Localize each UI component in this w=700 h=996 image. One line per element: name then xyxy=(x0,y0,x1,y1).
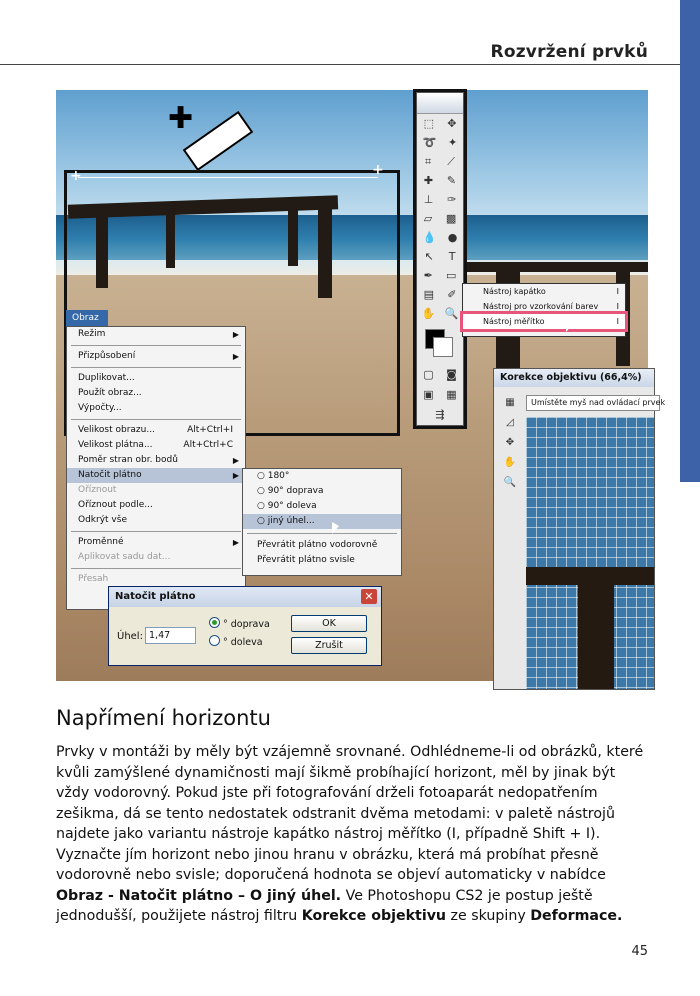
menu-item-pouzit-obraz[interactable] xyxy=(67,386,245,401)
quick-mask-icon[interactable]: ◙ xyxy=(446,368,457,381)
menu-item-natocit-platno[interactable] xyxy=(67,468,245,483)
healing-tool-icon[interactable]: ✚ xyxy=(423,174,434,187)
section-heading: Napřímení horizontu xyxy=(56,706,271,730)
menu-item-label: Výpočty... xyxy=(78,403,122,413)
standard-mode-icon[interactable]: ▢ xyxy=(423,368,434,381)
submenu-item-label: jiný úhel... xyxy=(267,516,315,526)
menu-obraz[interactable]: Obraz xyxy=(66,310,108,326)
blur-tool-icon[interactable]: 💧 xyxy=(422,231,437,244)
lasso-tool-icon[interactable]: ➰ xyxy=(422,136,437,149)
menu-item-label: Velikost obrazu... xyxy=(78,425,155,435)
notes-tool-icon[interactable]: ▤ xyxy=(423,288,434,301)
lens-preview-image[interactable] xyxy=(526,417,654,689)
marquee-tool-icon[interactable]: ⬚ xyxy=(423,117,434,130)
mouse-cursor-icon xyxy=(332,522,339,534)
eyedropper-tool-flyout xyxy=(462,283,626,337)
menu-separator xyxy=(71,419,241,420)
menu-separator xyxy=(247,533,397,534)
crop-tool-icon[interactable]: ⌗ xyxy=(425,154,432,168)
submenu-arrow-icon: ▶ xyxy=(232,471,239,480)
submenu-item-180[interactable]: ○ 180° xyxy=(257,471,290,481)
menu-item-label: Odkrýt vše xyxy=(78,515,127,525)
angle-label: Úhel: xyxy=(117,631,143,642)
lens-hint-text: Umístěte myš nad ovládací prvek xyxy=(526,395,660,411)
full-screen-icon[interactable]: ▦ xyxy=(446,388,457,401)
measure-line xyxy=(78,177,378,178)
running-header: Rozvržení prvků xyxy=(490,42,648,62)
flyout-item-color-sampler[interactable] xyxy=(463,299,625,314)
jump-to-imageready-icon[interactable]: ⇶ xyxy=(435,408,445,421)
dialog-title-bar xyxy=(109,587,381,607)
flyout-item-ruler[interactable] xyxy=(463,314,625,329)
radio-dot-icon xyxy=(209,617,220,628)
body-bold: Obraz - Natočit plátno – O jiný úhel. xyxy=(56,887,342,904)
rotate-canvas-dialog xyxy=(108,586,382,666)
type-tool-icon[interactable]: T xyxy=(448,250,456,263)
chapter-side-tab xyxy=(680,0,700,482)
menu-item-label: Přizpůsobení xyxy=(78,351,136,361)
submenu-item-label: 180° xyxy=(267,471,290,481)
submenu-item-90-left[interactable]: ○ 90° doleva xyxy=(257,501,317,511)
submenu-item-label: Převrátit plátno svisle xyxy=(257,555,355,565)
flyout-item-label: Nástroj pro vzorkování barev xyxy=(483,302,599,311)
gradient-tool-icon[interactable]: ▩ xyxy=(445,212,457,225)
zoom-icon[interactable]: 🔍 xyxy=(503,477,517,488)
menu-item-oriznout-podle[interactable] xyxy=(67,498,245,513)
submenu-arrow-icon: ▶ xyxy=(232,330,239,339)
zoom-tool-icon[interactable]: 🔍 xyxy=(444,307,459,320)
slice-tool-icon[interactable]: ⟋ xyxy=(447,154,455,168)
submenu-item-label: Převrátit plátno vodorovně xyxy=(257,540,378,550)
shape-tool-icon[interactable]: ▭ xyxy=(446,269,457,282)
submenu-item-90-right[interactable]: ○ 90° doprava xyxy=(257,486,324,496)
body-paragraph xyxy=(56,742,652,927)
measure-start-icon: + xyxy=(70,168,82,184)
menu-item-label: Poměr stran obr. bodů xyxy=(78,455,178,465)
menu-item-duplikovat[interactable] xyxy=(67,371,245,386)
screen-mode-icon[interactable]: ▣ xyxy=(423,388,434,401)
history-brush-icon[interactable]: ✑ xyxy=(446,193,457,206)
submenu-item-label: 90° doleva xyxy=(267,501,317,511)
menu-separator xyxy=(71,531,241,532)
hand-icon[interactable]: ✋ xyxy=(503,457,517,468)
menu-shortcut: Alt+Ctrl+I xyxy=(187,425,233,435)
move-grid-icon[interactable]: ✥ xyxy=(505,437,515,448)
menu-item-label: Aplikovat sadu dat... xyxy=(78,552,171,562)
menu-item-rezim[interactable] xyxy=(67,327,245,342)
image-menu-dropdown xyxy=(66,326,246,610)
rotate-canvas-submenu xyxy=(242,468,402,576)
path-select-icon[interactable]: ↖ xyxy=(424,250,434,263)
flyout-item-label: Nástroj kapátko xyxy=(483,287,546,296)
submenu-arrow-icon: ▶ xyxy=(232,352,239,361)
stamp-tool-icon[interactable]: ⊥ xyxy=(423,193,434,206)
body-text: Prvky v montáži by měly být vzájemně srovnané. Odhlédneme-li od obrázků, které kvůli zamýšlené dynamičnosti mají šikmě probíhající horizont, měl by jinak být vždy vodorovný. Pokud jste při fotografování drželi fotoaparát nedopatřením zešikma, dá se tento nedostatek odstranit dvěma metodami: v paletě nástrojů najdete jako variantu nástroje kapátko nástroj měřítko (I, případně Shift + I). Vyznačte jím horizont nebo jinou hranu v obrázku, která má probíhat přesně vodorovně nebo svisle; doporučená hodnota se objeví automaticky v nabídce xyxy=(56,744,644,883)
crosshair-icon: ✚ xyxy=(168,101,194,136)
menu-item-vypocty[interactable] xyxy=(67,401,245,416)
lens-window-title: Korekce objektivu (66,4%) xyxy=(494,369,654,387)
menu-item-promenne[interactable] xyxy=(67,535,245,550)
menu-item-velikost-obrazu[interactable] xyxy=(67,423,245,438)
dodge-tool-icon[interactable]: ● xyxy=(447,231,458,244)
menu-item-label: Oříznout podle... xyxy=(78,500,153,510)
screenshot-figure xyxy=(56,90,666,681)
menu-item-odkryt-vse[interactable] xyxy=(67,513,245,528)
radio-counterclockwise[interactable] xyxy=(209,635,263,648)
flyout-item-label: Nástroj měřítko xyxy=(483,317,545,326)
menu-shortcut: Alt+Ctrl+C xyxy=(183,440,233,450)
menu-separator xyxy=(71,367,241,368)
submenu-item-flip-vertical[interactable] xyxy=(243,553,401,568)
straighten-icon[interactable]: ◿ xyxy=(506,417,514,428)
page-number: 45 xyxy=(631,944,648,959)
menu-item-label: Natočit plátno xyxy=(78,470,142,480)
flyout-shortcut: I xyxy=(616,302,619,311)
cancel-button[interactable]: Zrušit xyxy=(291,637,367,654)
dialog-title: Natočit plátno xyxy=(115,591,196,602)
tool-palette xyxy=(416,92,464,426)
eyedropper-tool-icon[interactable]: ✐ xyxy=(447,288,457,301)
eraser-tool-icon[interactable]: ▱ xyxy=(423,212,433,225)
menu-item-label: Proměnné xyxy=(78,537,124,547)
lens-correction-window xyxy=(493,368,666,690)
menu-item-label: Duplikovat... xyxy=(78,373,135,383)
menu-item-label: Režim xyxy=(78,329,106,339)
body-bold: Deformace. xyxy=(530,908,623,924)
menu-item-label: Přesah xyxy=(78,574,109,584)
radio-dot-icon xyxy=(209,635,220,646)
close-icon[interactable]: ✕ xyxy=(361,589,377,604)
flyout-item-eyedropper[interactable] xyxy=(463,284,625,299)
menu-item-label: Použít obraz... xyxy=(78,388,142,398)
menu-separator xyxy=(71,345,241,346)
angle-input[interactable]: 1,47 xyxy=(145,627,196,644)
menu-item-presah[interactable] xyxy=(67,572,245,587)
menu-item-label: Oříznout xyxy=(78,485,117,495)
radio-clockwise[interactable] xyxy=(209,617,270,630)
menu-item-oriznout[interactable] xyxy=(67,483,245,498)
radio-label: ° doleva xyxy=(223,637,263,648)
menu-item-pomer-stran[interactable] xyxy=(67,453,245,468)
menu-item-aplikovat-sadu[interactable] xyxy=(67,550,245,565)
brush-tool-icon[interactable]: ✎ xyxy=(446,174,457,187)
flyout-shortcut: I xyxy=(616,317,619,326)
lens-toolbar xyxy=(500,393,520,493)
mouse-cursor-icon xyxy=(566,320,573,332)
submenu-item-arbitrary[interactable]: ○ jiný úhel... xyxy=(243,514,401,529)
background-color-swatch[interactable] xyxy=(433,337,453,357)
menu-item-prizpusobeni[interactable] xyxy=(67,349,245,364)
move-tool-icon[interactable]: ✥ xyxy=(447,117,457,130)
submenu-arrow-icon: ▶ xyxy=(232,538,239,547)
preview-pier-post xyxy=(578,577,614,689)
header-rule xyxy=(0,64,680,65)
submenu-item-label: 90° doprava xyxy=(267,486,324,496)
submenu-arrow-icon: ▶ xyxy=(232,456,239,465)
pen-tool-icon[interactable]: ✒ xyxy=(423,269,433,282)
body-text: Ve Photoshopu CS2 je postup ještě jednodušší, použijete nástroj filtru xyxy=(56,887,593,924)
measure-end-icon: + xyxy=(372,162,384,178)
flyout-shortcut: I xyxy=(616,287,619,296)
menu-item-label: Velikost plátna... xyxy=(78,440,153,450)
submenu-item-flip-horizontal[interactable] xyxy=(243,538,401,553)
hand-tool-icon[interactable]: ✋ xyxy=(421,307,436,320)
ok-button[interactable]: OK xyxy=(291,615,367,632)
radio-label: ° doprava xyxy=(223,619,270,630)
remove-distortion-icon[interactable]: ▦ xyxy=(505,397,515,408)
tool-palette-header xyxy=(417,93,463,114)
menu-item-velikost-platna[interactable] xyxy=(67,438,245,453)
body-text: ze skupiny xyxy=(446,908,531,924)
magic-wand-icon[interactable]: ✦ xyxy=(448,136,458,149)
menu-separator xyxy=(71,568,241,569)
body-bold: Korekce objektivu xyxy=(301,908,447,924)
